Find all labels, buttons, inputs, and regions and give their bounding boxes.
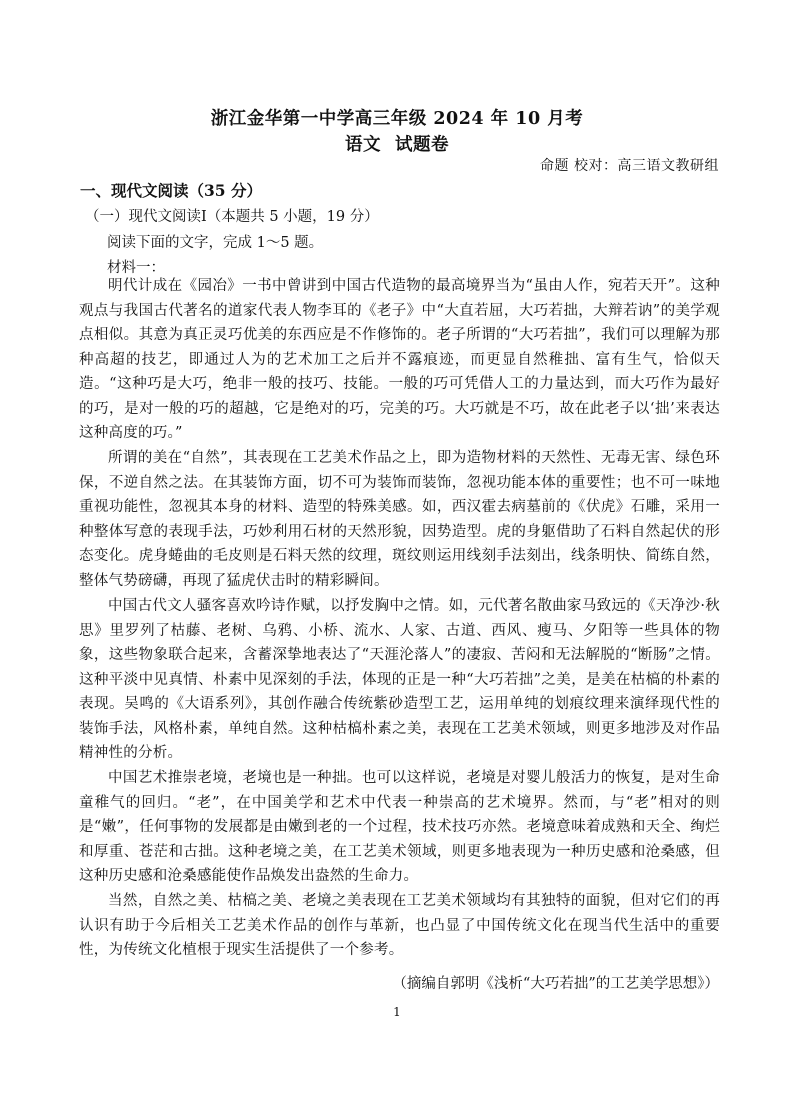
paragraph-1: 明代计成在《园冶》一书中曾讲到中国古代造物的最高境界当为“虽由人作，宛若天开”。这种观点与我国古代著名的道家代表人物李耳的《老子》中“大直若屈，大巧若拙，大辩若讷”的美学观点相似。其意为真正灵巧优美的东西应是不作修饰的。老子所谓的“大巧若拙”，我们可以理解为那种高超的技艺，即通过人为的艺术加工之后并不露痕迹，而更显自然稚拙、富有生气，恰似天造。“这种巧是大巧，绝非一般的技巧、技能。一般的巧可凭借人工的力量达到，而大巧作为最好的巧，是对一般的巧的超越，它是绝对的巧，完美的巧。大巧就是不巧，故在此老子以‘拙’来表达这种高度的巧。” — [79, 278, 720, 441]
source-citation: （摘编自郭明《浅析“大巧若拙”的工艺美学思想》） — [392, 976, 719, 992]
section-subheading: （一）现代文阅读Ⅰ（本题共 5 小题，19 分） — [85, 209, 379, 225]
section-heading: 一、现代文阅读（35 分） — [80, 181, 262, 200]
reading-instruction: 阅读下面的文字，完成 1～5 题。 — [107, 235, 324, 251]
exam-title: 浙江金华第一中学高三年级 2024 年 10 月考 — [210, 109, 584, 129]
paragraph-5: 当然，自然之美、枯槁之美、老境之美表现在工艺美术领域均有其独特的面貌，但对它们的再认识有助于今后相关工艺美术作品的创作与革新，也凸显了中国传统文化在现当代生活中的重要性，为传统文化植根于现实生活提供了一个参考。 — [79, 893, 720, 958]
paper-label: 试题卷 — [395, 135, 449, 155]
material-label: 材料一： — [107, 260, 165, 276]
exam-subtitle — [0, 131, 794, 156]
page-number: 1 — [393, 1005, 401, 1019]
paragraph-2: 所谓的美在“自然”，其表现在工艺美术作品之上，即为造物材料的天然性、无毒无害、绿色环保，不逆自然之法。在其装饰方面，切不可为装饰而装饰，忽视功能本体的重要性；也不可一味地重视功能性，忽视其本身的材料、造型的特殊美感。如，西汉霍去病墓前的《伏虎》石雕，采用一种整体写意的表现手法，巧妙利用石材的天然形貌，因势造型。虎的身躯借助了石料自然起伏的形态变化。虎身蜷曲的毛皮则是石料天然的纹理，斑纹则运用线刻手法刻出，线条明快、简练自然，整体气势磅礴，再现了猛虎伏击时的精彩瞬间。 — [79, 450, 720, 589]
setter-credit: 命题 校对：高三语文教研组 — [540, 158, 719, 174]
paragraph-4: 中国艺术推崇老境，老境也是一种拙。也可以这样说，老境是对婴儿般活力的恢复，是对生命童稚气的回归。“老”，在中国美学和艺术中代表一种崇高的艺术境界。然而，与“老”相对的则是“嫩”，任何事物的发展都是由嫩到老的一个过程，技术技巧亦然。老境意味着成熟和天全、绚烂和厚重、苍茫和古拙。这种老境之美，在工艺美术领域，则更多地表现为一种历史感和沧桑感，但这种历史感和沧桑感能使作品焕发出盎然的生命力。 — [79, 770, 720, 884]
paragraph-3: 中国古代文人骚客喜欢吟诗作赋，以抒发胸中之情。如，元代著名散曲家马致远的《天净沙·秋思》里罗列了枯藤、老树、乌鸦、小桥、流水、人家、古道、西风、瘦马、夕阳等一些具体的物象，这些物象联合起来，含蓄深挚地表达了“天涯沦落人”的凄寂、苦闷和无法解脱的“断肠”之情。这种平淡中见真情、朴素中见深刻的手法，体现的正是一种“大巧若拙”之美，是美在枯槁的朴素的表现。吴鸣的《大语系列》，其创作融合传统紫砂造型工艺，运用单纯的划痕纹理来演绎现代性的装饰手法，风格朴素，单纯自然。这种枯槁朴素之美，表现在工艺美术领域，则更多地涉及对作品精神性的分析。 — [79, 598, 720, 761]
subject-label: 语文 — [345, 135, 381, 155]
